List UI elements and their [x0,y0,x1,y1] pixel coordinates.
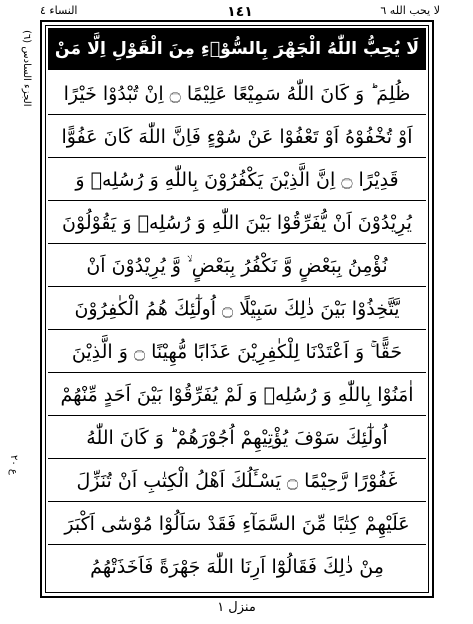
title-banner [48,28,426,70]
text-line-content: غَفُوْرًا رَّحِيْمًا ۝ يَسْـَٔلُكَ اَهْلُ الْكِتٰبِ اَنْ تُنَزِّلَ [76,470,398,492]
text-line [48,289,426,330]
ruku-mark: ع ٢٠ [8,455,19,475]
text-line-content: حَقًّا ۚ وَ اَعْتَدْنَا لِلْكٰفِرِيْنَ عَذَابًا مُّهِيْنًا ۝ وَ الَّذِيْنَ [71,341,403,363]
text-line [48,160,426,201]
header-right-title: لا يحب الله ٦ [380,4,440,17]
text-line-content: اُولٰٓئِكَ سَوْفَ يُؤْتِيْهِمْ اُجُوْرَهُمْ ؕ وَ كَانَ اللّٰهُ [86,427,388,449]
text-lines [48,74,426,590]
text-line-content: نُؤْمِنُ بِبَعْضٍ وَّ نَكْفُرُ بِبَعْضٍ ۙ وَّ يُرِيْدُوْنَ اَنْ [86,255,388,277]
text-line-content: يَّتَّخِذُوْا بَيْنَ ذٰلِكَ سَبِيْلًا ۝ اُولٰٓئِكَ هُمُ الْكٰفِرُوْنَ [74,298,400,320]
text-line-content: يُرِيْدُوْنَ اَنْ يُّفَرِّقُوْا بَيْنَ اللّٰهِ وَ رُسُلِهٖ وَ يَقُوْلُوْنَ [62,212,412,234]
text-line-content: اَوْ تُخْفُوْهُ اَوْ تَعْفُوْا عَنْ سُوْٓءٍ فَاِنَّ اللّٰهَ كَانَ عَفُوًّا [61,126,413,148]
text-line [48,117,426,158]
text-line-content: عَلَيْهِمْ كِتٰبًا مِّنَ السَّمَآءِ فَقَدْ سَاَلُوْا مُوْسٰٓى اَكْبَرَ [64,513,410,535]
text-line [48,74,426,115]
text-line-content: ظُلِمَ ؕ وَ كَانَ اللّٰهُ سَمِيْعًا عَلِيْمًا ۝ اِنْ تُبْدُوْا خَيْرًا [63,83,411,105]
text-line [48,547,426,587]
title-banner-text: لَا يُحِبُّ اللّٰهُ الْجَهْرَ بِالسُّوْۤءِ مِنَ الْقَوْلِ اِلَّا مَنْ [54,39,420,59]
header-left-title: النساء ٤ [40,4,78,17]
juz-side-note: الجزء السادس (٦) [21,30,32,107]
page-header [40,2,440,22]
text-line [48,332,426,373]
page-frame [40,20,434,598]
text-line [48,504,426,545]
manzil-footer: منزل ١ [217,600,256,615]
text-line-content: مِنْ ذٰلِكَ فَقَالُوْٓا اَرِنَا اللّٰهَ جَهْرَةً فَاَخَذَتْهُمُ [90,556,384,578]
text-line [48,246,426,287]
text-line [48,461,426,502]
text-line-content: قَدِيْرًا ۝ اِنَّ الَّذِيْنَ يَكْفُرُوْنَ بِاللّٰهِ وَ رُسُلِهٖ وَ [75,169,399,191]
text-line [48,203,426,244]
text-line [48,375,426,416]
text-line-content: اٰمَنُوْا بِاللّٰهِ وَ رُسُلِهٖ وَ لَمْ يُفَرِّقُوْا بَيْنَ اَحَدٍ مِّنْهُمْ [60,384,414,406]
page-number: ١٤١ [227,4,253,20]
text-line [48,418,426,459]
